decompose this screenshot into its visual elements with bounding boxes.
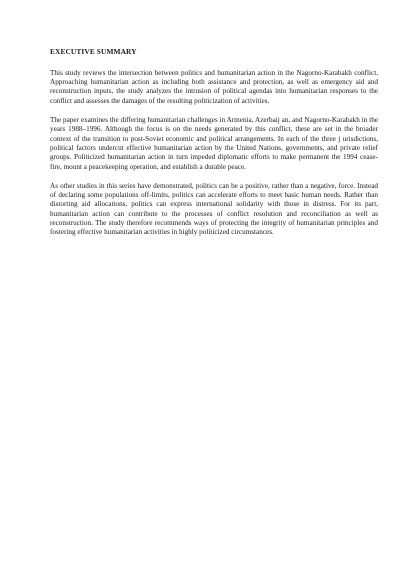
paragraph-1: This study reviews the intersection between politics and humanitarian action in the Nagorno-Karabakh conflict. Approaching humanitarian action as including both assistance and protection, as well as emergency aid and reconstruction inputs, the study analyzes the intrusion of political agendas into humanitarian responses to the conflict and assesses the damages of the resulting politicization of activities. — [50, 68, 378, 105]
section-heading: EXECUTIVE SUMMARY — [50, 47, 137, 56]
document-page — [50, 48, 378, 248]
paragraph-3: As other studies in this series have demonstrated, politics can be a positive, rather than a negative, force. Instead of declaring some populations off-limits, politics can accelerate efforts to meet basic human needs. Rather than distorting aid allocations, politics can express international solidarity with those in distress. For its part, humanitarian action can contribute to the processes of conflict resolution and reconciliation as well as reconstruction. The study therefore recommends ways of protecting the integrity of humanitarian principles and fostering effective humanitarian activities in highly politicized circumstances. — [50, 181, 378, 237]
paragraph-2: The paper examines the differing humanitarian challenges in Armenia, Azerbaij an, and Nagorno-Karabakh in the years 1988–1996. Although the focus is on the needs generated by this conflict, these are set in the broader context of the transition to post-Soviet economic and political arrangements. In each of the three j urisdictions, political factors undercut effective humanitarian action by the United Nations, governments, and private relief groups. Politicized humanitarian action in turn impeded diplomatic efforts to make permanent the 1994 cease-fire, mount a peacekeeping operation, and establish a durable peace. — [50, 116, 378, 171]
